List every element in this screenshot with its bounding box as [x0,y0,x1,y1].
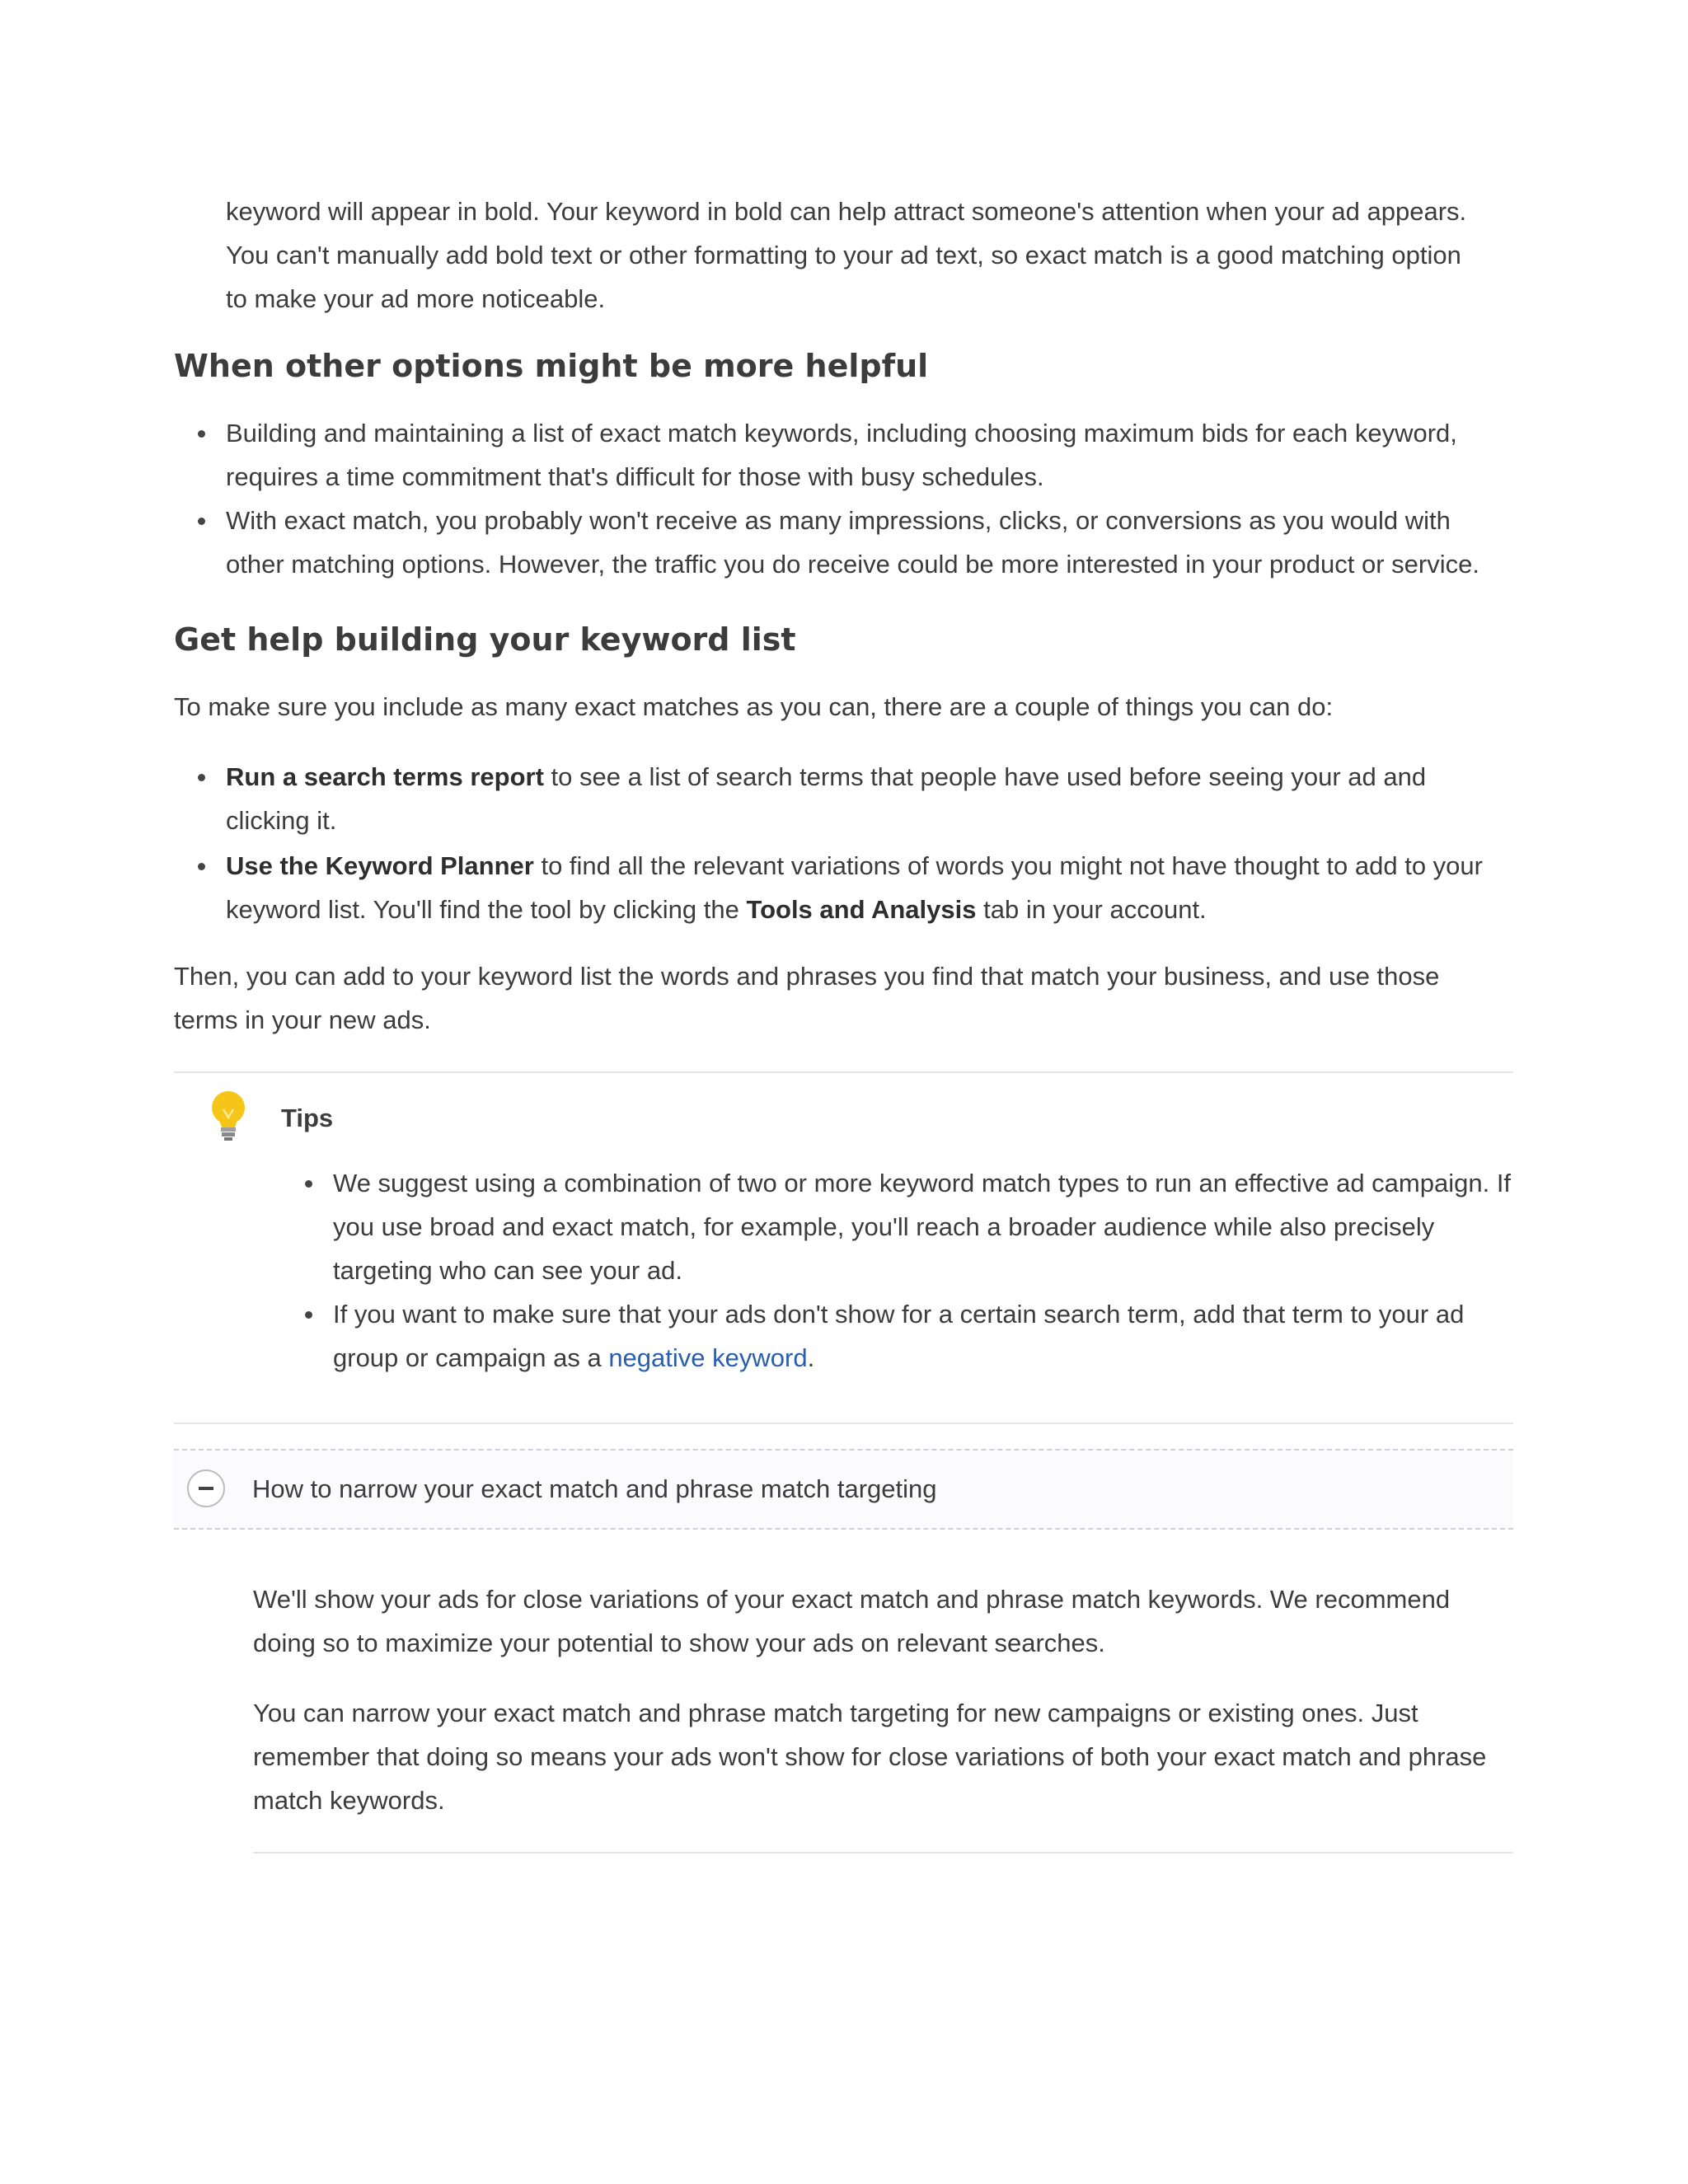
intro-paragraph [174,190,1513,321]
search-terms-report-label: Run a search terms report [226,762,544,791]
list-item-text: . [807,1343,815,1372]
accordion-paragraph: We'll show your ads for close variations of your exact match and phrase match keywords. We recommend doing so to maximize your potential to show your ads on relevant searches. [253,1585,1451,1657]
tips-box [174,1073,1513,1380]
list-item: With exact match, you probably won't receive as many impressions, clicks, or conversions as you would with other matching options. However, the traffic you do receive could be more interested in your product or service. [226,499,1513,586]
help-list [174,755,1513,931]
list-item [333,1292,1513,1380]
tools-analysis-label: Tools and Analysis [746,895,977,924]
help-closing: Then, you can add to your keyword list the words and phrases you find that match your business, and use those terms in your new ads. [174,962,1440,1034]
list-item [226,844,1513,931]
accordion-content [174,1577,1513,1854]
negative-keyword-link[interactable]: negative keyword [608,1343,808,1372]
tips-list [174,1161,1513,1380]
accordion-label[interactable]: How to narrow your exact match and phrase match targeting [252,1474,937,1503]
intro-line: keyword will appear in bold. Your keyword in bold can help attract someone's attention when your ad appears. [226,197,1467,226]
list-item-text: to find all the relevant variations of words you might not have thought to add to your keyword list. You'll find the tool by clicking the [226,851,1483,924]
list-item-text: If you want to make sure that your ads don't show for a certain search term, add that term to your ad group or campaign as a [333,1300,1465,1372]
list-item [226,755,1513,842]
list-item: Building and maintaining a list of exact match keywords, including choosing maximum bids for each keyword, requires a time commitment that's difficult for those with busy schedules. [226,411,1513,499]
keyword-planner-label: Use the Keyword Planner [226,851,534,880]
tips-bottom-divider [174,1422,1513,1424]
intro-line: to make your ad more noticeable. [226,284,606,313]
lightbulb-icon [209,1090,248,1155]
tips-title: Tips [281,1104,334,1132]
section-heading-keyword-list: Get help building your keyword list [174,621,796,658]
help-lead: To make sure you include as many exact matches as you can, there are a couple of things you can do: [174,692,1334,721]
accordion-bottom-divider [253,1852,1513,1854]
accordion-header[interactable] [174,1449,1513,1530]
accordion-paragraph: You can narrow your exact match and phrase match targeting for new campaigns or existing ones. Just remember that doing so means your ads won't show for close variations of both your exact match and phrase match keywords. [253,1699,1487,1815]
list-item-text: tab in your account. [976,895,1207,924]
other-options-list [174,411,1513,586]
collapse-minus-icon[interactable] [187,1469,225,1507]
section-heading-other-options: When other options might be more helpful [174,348,929,384]
article-body [174,190,1513,1854]
list-item: We suggest using a combination of two or more keyword match types to run an effective ad campaign. If you use broad and exact match, for example, you'll reach a broader audience while also precisely targeting who can see your ad. [333,1161,1513,1292]
list-item-text: to see a list of search terms that people have used before seeing your ad and clicking it. [226,762,1427,835]
intro-line: You can't manually add bold text or other formatting to your ad text, so exact match is a good matching option [226,241,1461,269]
